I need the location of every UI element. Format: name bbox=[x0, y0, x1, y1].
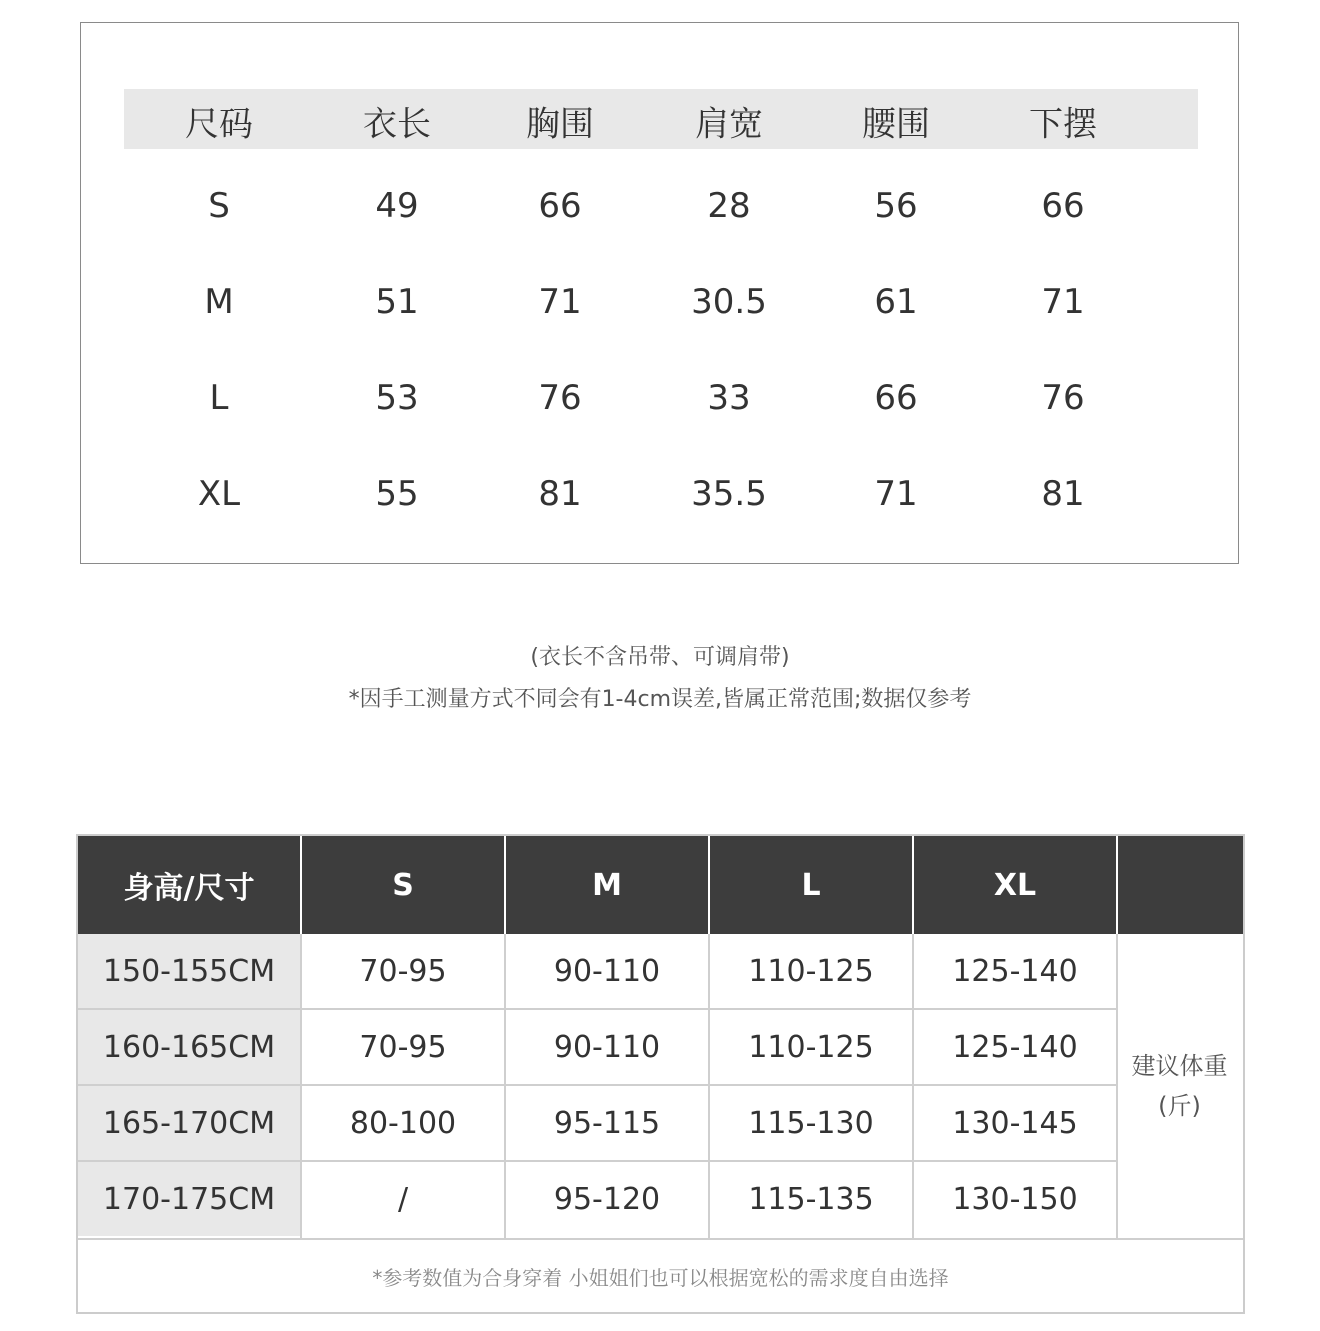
header-size-s: S bbox=[392, 867, 414, 903]
weight-cell-s: 80-100 bbox=[349, 1105, 457, 1141]
size-header-waist: 腰围 bbox=[862, 104, 930, 145]
size-chart-table bbox=[80, 22, 1239, 564]
size-header-length: 衣长 bbox=[363, 104, 431, 145]
suggested-weight-label bbox=[1116, 934, 1243, 1238]
column-divider bbox=[912, 934, 914, 1238]
weight-cell-l: 110-125 bbox=[748, 1029, 874, 1065]
weight-recommendation-table bbox=[76, 834, 1245, 1314]
size-value-waist: 71 bbox=[874, 474, 918, 514]
size-header-hem: 下摆 bbox=[1029, 104, 1097, 145]
size-value-bust: 81 bbox=[538, 474, 582, 514]
size-value-length: 49 bbox=[375, 186, 419, 226]
size-value-hem: 76 bbox=[1041, 378, 1085, 418]
weight-cell-xl: 130-150 bbox=[952, 1181, 1078, 1217]
size-value-bust: 76 bbox=[538, 378, 582, 418]
size-value-hem: 71 bbox=[1041, 282, 1085, 322]
size-value-hem: 66 bbox=[1041, 186, 1085, 226]
measurement-note: (衣长不含吊带、可调肩带) bbox=[530, 645, 790, 670]
header-height-size: 身高/尺寸 bbox=[123, 871, 255, 906]
size-label-cell: L bbox=[209, 378, 229, 418]
weight-cell-s: 70-95 bbox=[359, 953, 447, 989]
size-label-cell: S bbox=[208, 186, 230, 226]
size-value-shoulder: 33 bbox=[707, 378, 751, 418]
height-range-cell: 165-170CM bbox=[78, 1086, 300, 1160]
weight-cell-xl: 130-145 bbox=[952, 1105, 1078, 1141]
size-value-shoulder: 30.5 bbox=[691, 282, 767, 322]
weight-cell-xl: 125-140 bbox=[952, 953, 1078, 989]
size-value-length: 53 bbox=[375, 378, 419, 418]
size-header-size: 尺码 bbox=[185, 104, 253, 145]
weight-unit-text: (斤) bbox=[1158, 1092, 1201, 1120]
column-divider bbox=[300, 934, 302, 1238]
weight-table-header-row bbox=[78, 836, 1243, 934]
size-value-waist: 61 bbox=[874, 282, 918, 322]
size-header-shoulder: 肩宽 bbox=[695, 104, 763, 145]
header-size-m: M bbox=[592, 867, 622, 903]
weight-table-footnote: *参考数值为合身穿着 小姐姐们也可以根据宽松的需求度自由选择 bbox=[372, 1265, 949, 1290]
header-divider bbox=[708, 836, 710, 934]
height-range-cell: 150-155CM bbox=[78, 934, 300, 1008]
weight-cell-l: 110-125 bbox=[748, 953, 874, 989]
size-value-length: 55 bbox=[375, 474, 419, 514]
weight-cell-l: 115-130 bbox=[748, 1105, 874, 1141]
weight-cell-m: 90-110 bbox=[553, 1029, 661, 1065]
header-empty bbox=[1118, 836, 1243, 934]
size-label-cell: M bbox=[204, 282, 234, 322]
height-range-cell: 160-165CM bbox=[78, 1010, 300, 1084]
weight-cell-m: 95-120 bbox=[553, 1181, 661, 1217]
size-value-bust: 66 bbox=[538, 186, 582, 226]
weight-cell-l: 115-135 bbox=[748, 1181, 874, 1217]
weight-cell-s: 70-95 bbox=[359, 1029, 447, 1065]
header-divider bbox=[1116, 836, 1118, 934]
weight-cell-m: 90-110 bbox=[553, 953, 661, 989]
column-divider bbox=[708, 934, 710, 1238]
size-value-length: 51 bbox=[375, 282, 419, 322]
column-divider bbox=[504, 934, 506, 1238]
header-divider bbox=[912, 836, 914, 934]
size-value-shoulder: 35.5 bbox=[691, 474, 767, 514]
size-value-waist: 56 bbox=[874, 186, 918, 226]
suggested-weight-text: 建议体重 bbox=[1131, 1052, 1228, 1080]
measurement-disclaimer: *因手工测量方式不同会有1-4cm误差,皆属正常范围;数据仅参考 bbox=[348, 687, 972, 712]
size-value-waist: 66 bbox=[874, 378, 918, 418]
weight-cell-m: 95-115 bbox=[553, 1105, 661, 1141]
weight-cell-xl: 125-140 bbox=[952, 1029, 1078, 1065]
weight-cell-s: / bbox=[397, 1181, 409, 1217]
header-divider bbox=[504, 836, 506, 934]
size-value-bust: 71 bbox=[538, 282, 582, 322]
size-label-cell: XL bbox=[197, 474, 241, 514]
size-header-bust: 胸围 bbox=[526, 104, 594, 145]
size-value-hem: 81 bbox=[1041, 474, 1085, 514]
header-size-xl: XL bbox=[993, 867, 1037, 903]
height-range-cell: 170-175CM bbox=[78, 1162, 300, 1236]
header-size-l: L bbox=[801, 867, 821, 903]
header-divider bbox=[300, 836, 302, 934]
size-value-shoulder: 28 bbox=[707, 186, 751, 226]
